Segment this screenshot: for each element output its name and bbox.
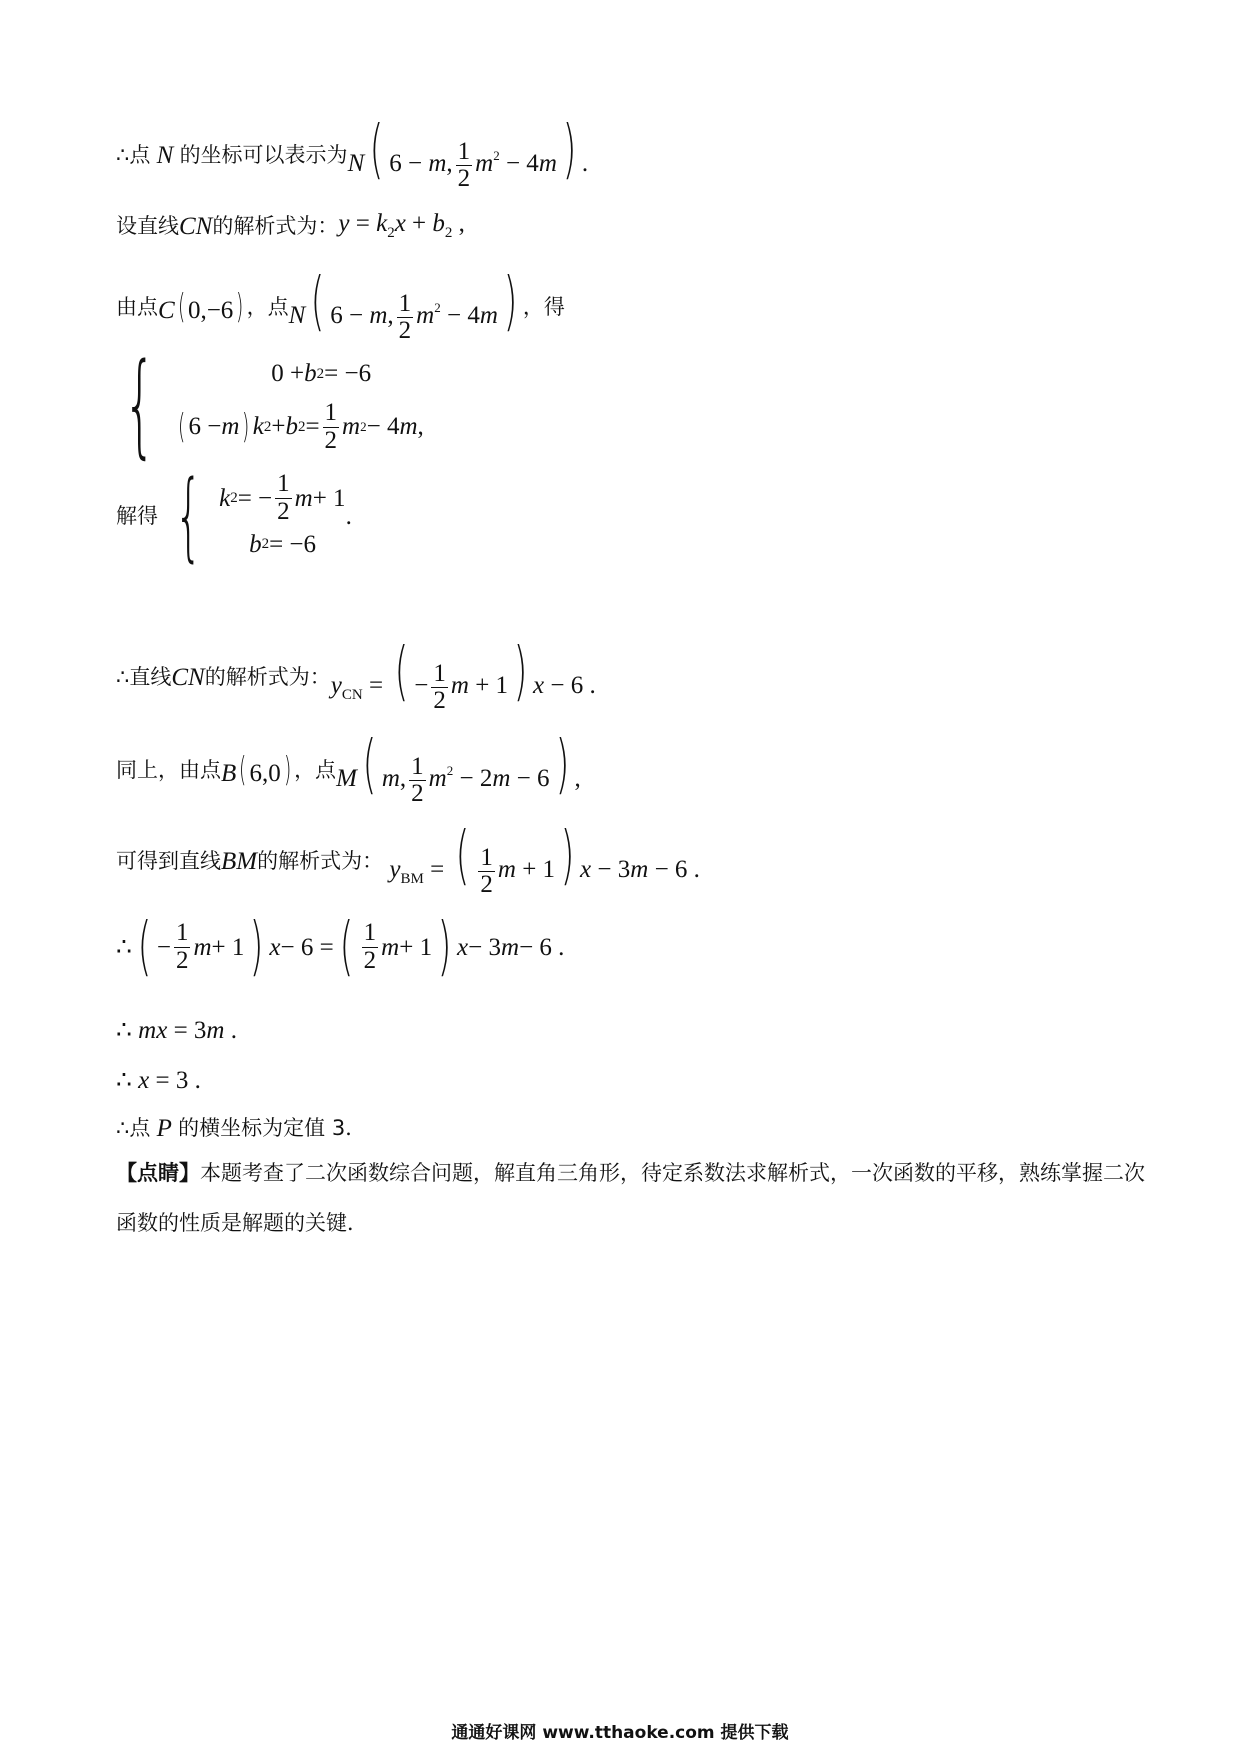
line-mx: ∴ mx = 3 m . bbox=[116, 1017, 237, 1044]
footer: 通通好课网 www.tthaoke.com 提供下载 bbox=[451, 1723, 789, 1743]
line-points-b-m: 同上，由点 B( 6,0) ，点 M( m, $\frac{1}{2}$ $m^2 - 2m - 6$) , bbox=[116, 728, 581, 807]
line-x3: ∴ x = 3 . bbox=[116, 1067, 201, 1094]
line-cn-form: 设直线 CN 的解析式为： $y = k_2x + b_2$ , bbox=[116, 210, 465, 241]
summary-text: 本题考查了二次函数综合问题，解直角三角形，待定系数法求解析式，一次函数的平移，熟练掌握二次函数的性质是解题的关键． bbox=[116, 1161, 1145, 1235]
line-cn-result: ∴直线 CN 的解析式为： $y_{CN}$ = ( − $\frac{1}{2}$ m + 1) x − 6 . bbox=[116, 635, 596, 714]
summary-paragraph bbox=[116, 1148, 1146, 1248]
equation-system-2: { k 2 = − $\frac{1}{2}$ m + 1 b 2 = −6 . bbox=[174, 460, 352, 572]
summary-tag: 【点睛】 bbox=[116, 1161, 200, 1185]
equation-system-1: { 0 + b 2 = −6 ( 6 − m ) k 2 + b 2 = $\frac{1}{2}$ m 2 − 4 m , bbox=[123, 340, 424, 470]
line-equate: ∴ ( − $\frac{1}{2}$ m + 1 ) x − 6 = ( $\frac{1}{2}$ m + 1 ) x − 3 m − 6 . bbox=[116, 910, 565, 984]
line-conclusion-p: ∴点 P 的横坐标为定值 3． bbox=[116, 1115, 367, 1142]
line-bm-result: 可得到直线 BM 的解析式为： $y_{BM}$ = ( $\frac{1}{2}$ m + 1) x − 3m − 6 . bbox=[116, 819, 700, 898]
line-points-c-n: 由点 C( 0,−6) ，点 N( 6 − m, $\frac{1}{2}$ $m^2 - 4m$) ，得 bbox=[116, 265, 565, 344]
formula-n: N( 6 − m, $\frac{1}{2}$ $m^2 - 4m$) . bbox=[347, 113, 589, 192]
line-solve: 解得 { k 2 = − $\frac{1}{2}$ m + 1 b 2 = −6 . bbox=[116, 460, 352, 572]
line-point-n: ∴点 N 的坐标可以表示为 N( 6 − m, $\frac{1}{2}$ $m^2 - 4m$) . bbox=[116, 113, 589, 192]
